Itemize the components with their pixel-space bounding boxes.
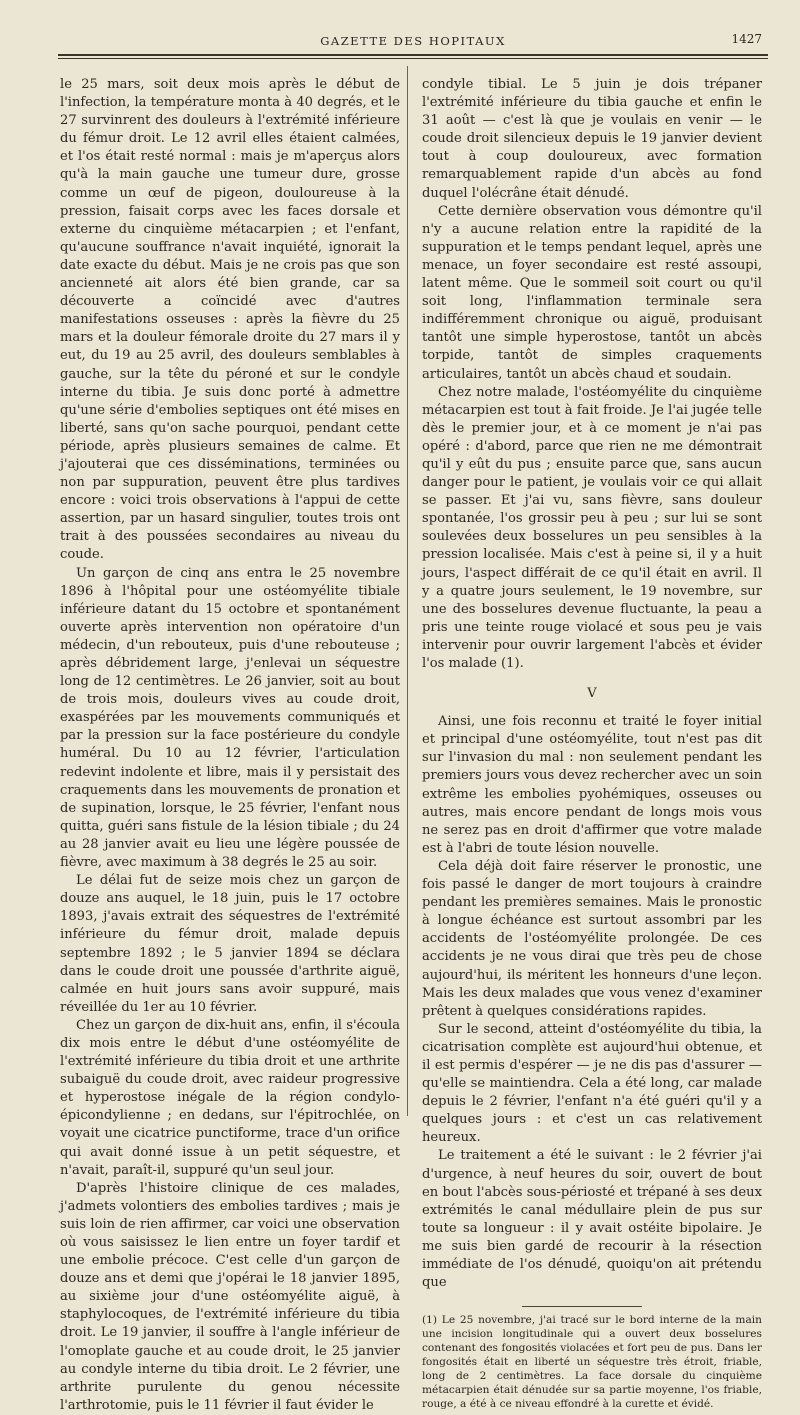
page-number: 1427 (731, 32, 762, 46)
column-divider (407, 66, 408, 1116)
paragraph: Le délai fut de seize mois chez un garçon de douze ans auquel, le 18 juin, puis le 17 octobre 1893, j'avais extrait des séquestres de l'extrémité inférieure du fémur droit, malade depuis septembre 1892 ; le 5 janvier 1894 se déclara dans le coude droit une poussée d'arthrite aiguë, calmée en huit jours sans avoir suppuré, mais réveillée du 1er au 10 février. (60, 873, 400, 1015)
page-header (58, 30, 768, 52)
running-title: GAZETTE DES HOPITAUX (320, 34, 506, 48)
header-rule-thin (58, 58, 768, 59)
paragraph: Chez notre malade, l'ostéomyélite du cinquième métacarpien est tout à fait froide. Je l'ai jugée telle dès le premier jour, et à ce moment je n'ai pas opéré : d'abord, parce que rien ne me démontrait qu'il y eût du pus ; ensuite parce que, sans aucun danger pour le patient, je voulais voir ce qui allait se passer. Et j'ai vu, sans fièvre, sans douleur spontanée, l'os grossir peu à peu ; sur lui se sont soulevées deux bosselures un peu sensibles à la pression localisée. Mais c'est à peine si, il y a huit jours, l'aspect différait de ce qu'il était en avril. Il y a quatre jours seulement, le 19 novembre, sur une des bosselures devenue fluctuante, la peau a pris une teinte rouge violacé et sous peu je vais intervenir pour ouvrir largement l'abcès et évider l'os malade (1). (422, 384, 762, 671)
paragraph: Sur le second, atteint d'ostéomyélite du tibia, la cicatrisation complète est aujourd'hui obtenue, et il est permis d'espérer — je ne dis pas d'assurer — qu'elle se maintiendra. Cela a été long, car malade depuis le 2 février, l'enfant n'a été guéri qu'il y a quelques jours : et c'est un cas relativement heureux. (422, 1021, 762, 1146)
paragraph: le 25 mars, soit deux mois après le début de l'infection, la température monta à 40 degrés, et le 27 survinrent des douleurs à l'extrémité inférieure du fémur droit. Le 12 avril elles étaient calmées, et l'os était resté normal : mais je m'aperçus alors qu'à la main gauche une tumeur dure, grosse comme un œuf de pigeon, douloureuse à la pression, faisait corps avec les faces dorsale et externe du cinquième métacarpien ; et l'enfant, qu'aucune souffrance n'avait inquiété, ignorait la date exacte du début. Mais je ne crois pas que son ancienneté ait alors été bien grande, car sa découverte a coïncidé avec d'autres manifestations osseuses : après la fièvre du 25 mars et la douleur fémorale droite du 27 mars il y eut, du 19 au 25 avril, des douleurs semblables à gauche, sur la tête du péroné et sur le condyle interne du tibia. Je suis donc porté à admettre qu'une série d'embolies septiques ont été mises en liberté, sans qu'on sache pourquoi, pendant cette période, après plusieurs semaines de calme. Et j'ajouterai que ces disséminations, terminées ou non par suppuration, peuvent être plus tardives encore : voici trois observations à l'appui de cette assertion, par un hasard singulier, toutes trois ont trait à des poussées secondaires au niveau du coude. (60, 77, 400, 563)
header-rule (58, 54, 768, 56)
left-column (60, 76, 400, 1415)
paragraph: Ainsi, une fois reconnu et traité le foyer initial et principal d'une ostéomyélite, tout n'est pas dit sur l'invasion du mal : non seulement pendant les premiers jours vous devez rechercher avec un soin extrême les embolies pyohémiques, osseuses ou autres, mais encore pendant de longs mois vous ne serez pas en droit d'affirmer que votre malade est à l'abri de toute lésion nouvelle. (422, 714, 762, 856)
paragraph: Le traitement a été le suivant : le 2 février j'ai d'urgence, à neuf heures du soir, ouvert de bout en bout l'abcès sous-périosté et trépané à ses deux extrémités le canal médullaire plein de pus sur toute sa longueur : il y avait ostéite bipolaire. Je me suis bien gardé de recourir à la résection immédiate de l'os dénudé, quoiqu'on ait prétendu que (422, 1148, 762, 1291)
paragraph: Cette dernière observation vous démontre qu'il n'y a aucune relation entre la rapidité de la suppuration et le temps pendant lequel, après une menace, un foyer secondaire est resté assoupi, latent même. Que le sommeil soit court ou qu'il soit long, l'inflammation terminale sera indifféremment chronique ou aiguë, produisant tantôt une simple hyperostose, tantôt un abcès torpide, tantôt de simples craquements articulaires, tantôt un abcès chaud et soudain. (422, 203, 762, 382)
section-heading: V (587, 686, 597, 702)
paragraph: Un garçon de cinq ans entra le 25 novembre 1896 à l'hôpital pour une ostéomyélite tibiale inférieure datant du 15 octobre et spontanément ouverte après intervention non opératoire d'un médecin, d'un rebouteux, puis d'une rebouteuse ; après débridement large, j'enlevai un séquestre long de 12 centimètres. Le 26 janvier, soit au bout de trois mois, douleurs vives au coude droit, exaspérées par les mouvements communiqués et par la pression sur la face postérieure du condyle huméral. Du 10 au 12 février, l'articulation redevint indolente et libre, mais il y persistait des craquements dans les mouvements de pronation et de supination, lorsque, le 25 février, l'enfant nous quitta, guéri sans fistule de la lésion tibiale ; du 24 au 28 janvier avait eu lieu une légère poussée de fièvre, avec maximum à 38 degrés le 25 au soir. (60, 565, 400, 871)
paragraph: Cela déjà doit faire réserver le pronostic, une fois passé le danger de mort toujours à craindre pendant les premières semaines. Mais le pronostic à longue échéance est surtout assombri par les accidents de l'ostéomyélite prolongée. De ces accidents je ne vous dirai que très peu de chose aujourd'hui, ils méritent les honneurs d'une leçon. Mais les deux malades que vous venez d'examiner prêtent à quelques considérations rapides. (422, 858, 762, 1019)
footnote: (1) Le 25 novembre, j'ai tracé sur le bord interne de la main une incision longitudinale qui a ouvert deux bosselures contenant des fongosités violacées et fort peu de pus. Dans ler fongosités était en liberté un séquestre très étroit, friable, long de 2 centimètres. La face dorsale du cinquième métacarpien était dénudée sur sa partie moyenne, l'os friable, rouge, a été à ce niveau effondré à la curette et évidé. (422, 1314, 762, 1411)
footnote-rule (522, 1306, 642, 1307)
paragraph: condyle tibial. Le 5 juin je dois trépaner l'extrémité inférieure du tibia gauche et enfin le 31 août — c'est là que je voulais en venir — le coude droit silencieux depuis le 19 janvier devient tout à coup douloureux, avec formation remarquablement rapide d'un abcès au fond duquel l'olécrâne était dénudé. (422, 77, 762, 201)
paragraph: Chez un garçon de dix-huit ans, enfin, il s'écoula dix mois entre le début d'une ostéomyélite de l'extrémité inférieure du tibia droit et une arthrite subaiguë du coude droit, avec raideur progressive et hyperostose inégale de la région condylo-épicondylienne ; en dedans, sur l'épitrochlée, on voyait une cicatrice punctiforme, trace d'un orifice qui avait donné issue à un petit séquestre, et n'avait, paraît-il, suppuré qu'un seul jour. (60, 1017, 400, 1178)
right-column (422, 76, 762, 1411)
paragraph: D'après l'histoire clinique de ces malades, j'admets volontiers des embolies tardives ; mais je suis loin de rien affirmer, car voici une observation où vous saisissez le lien entre un foyer tardif et une embolie précoce. C'est celle d'un garçon de douze ans et demi que j'opérai le 18 janvier 1895, au sixième jour d'une ostéomyélite aiguë, à staphylocoques, de l'extrémité inférieure du tibia droit. Le 19 janvier, il souffre à l'angle inférieur de l'omoplate gauche et au coude droit, le 25 janvier au condyle interne du tibia droit. Le 2 février, une arthrite purulente du genou nécessite l'arthrotomie, puis le 11 février il faut évider le (60, 1180, 400, 1413)
